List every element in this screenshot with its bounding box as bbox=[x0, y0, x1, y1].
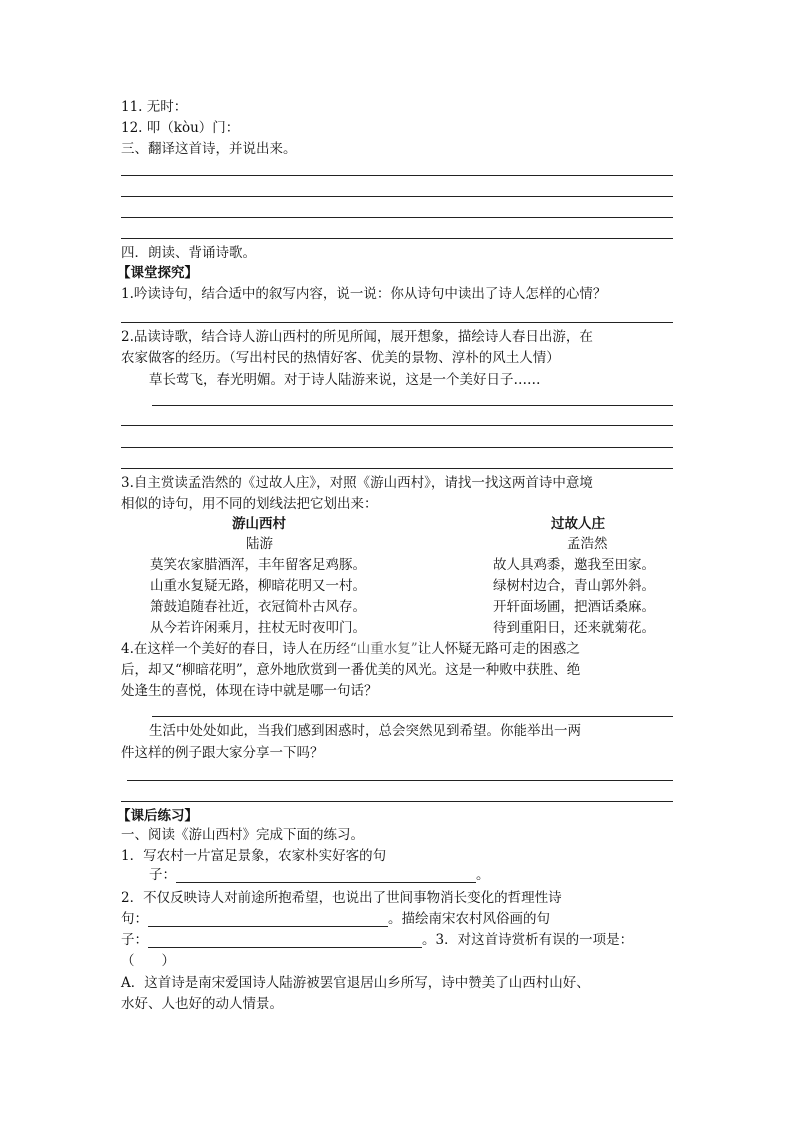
homework-text: 。3．对这首诗赏析有误的一项是： bbox=[422, 932, 634, 948]
answer-parentheses[interactable]: （ ） bbox=[121, 953, 175, 969]
poem-right-line: 绿树村边合，青山郭外斜。 bbox=[493, 578, 655, 594]
question-4-line-2: 后，却又“柳暗花明”，意外地欣赏到一番优美的风光。这是一种败中获胜、绝 bbox=[121, 662, 581, 678]
answer-line[interactable] bbox=[121, 238, 673, 239]
share-paragraph-line-1: 生活中处处如此，当我们感到困惑时，总会突然见到希望。你能举出一两 bbox=[149, 723, 581, 739]
question-4-text: 让人怀疑无路可走的困惑之 bbox=[417, 641, 580, 657]
poem-left-author: 陆游 bbox=[246, 536, 273, 552]
homework-heading: 【课后练习】 bbox=[117, 808, 198, 824]
homework-text: 子： bbox=[149, 867, 176, 883]
question-2-starter: 草长莺飞，春光明媚。对于诗人陆游来说，这是一个美好日子…… bbox=[149, 372, 541, 388]
poem-right-author: 孟浩然 bbox=[567, 536, 608, 552]
answer-line[interactable] bbox=[121, 217, 673, 218]
answer-line[interactable] bbox=[121, 425, 673, 426]
fill-blank[interactable] bbox=[176, 868, 476, 883]
poem-left-line: 莫笑农家腊酒浑，丰年留客足鸡豚。 bbox=[150, 557, 366, 573]
homework-text: 子： bbox=[121, 932, 148, 948]
homework-1-line-1: 1．写农村一片富足景象，农家朴实好客的句 bbox=[121, 848, 387, 864]
section-3-heading: 三、翻译这首诗，并说出来。 bbox=[121, 141, 297, 157]
poem-right-line: 故人具鸡黍，邀我至田家。 bbox=[493, 557, 655, 573]
answer-line[interactable] bbox=[127, 780, 673, 781]
poem-right-line: 开轩面场圃，把酒话桑麻。 bbox=[493, 599, 655, 615]
question-2-line-2: 农家做客的经历。（写出村民的热情好客、优美的景物、淳朴的风土人情） bbox=[121, 350, 560, 366]
homework-text: 。描绘南宋农村风俗画的句 bbox=[388, 911, 550, 927]
question-2-line-1: 2.品读诗歌，结合诗人游山西村的所见所闻，展开想象，描绘诗人春日出游，在 bbox=[121, 329, 593, 345]
classroom-heading: 【课堂探究】 bbox=[117, 265, 198, 281]
homework-2-line-3 bbox=[121, 932, 633, 948]
poem-left-line: 山重水复疑无路，柳暗花明又一村。 bbox=[150, 578, 366, 594]
question-1: 1.吟读诗句，结合适中的叙写内容，说一说：你从诗句中读出了诗人怎样的心情？ bbox=[121, 286, 607, 302]
question-4-line-1 bbox=[121, 641, 580, 657]
answer-line[interactable] bbox=[152, 405, 673, 406]
poem-right-title: 过故人庄 bbox=[551, 516, 605, 532]
answer-line[interactable] bbox=[121, 801, 673, 802]
homework-text: 句： bbox=[121, 911, 148, 927]
homework-text: 。 bbox=[476, 867, 490, 883]
answer-line[interactable] bbox=[121, 196, 673, 197]
homework-2-line-2 bbox=[121, 911, 550, 927]
answer-line[interactable] bbox=[121, 322, 673, 323]
fill-blank[interactable] bbox=[148, 912, 388, 927]
question-4-line-3: 处逢生的喜悦，体现在诗中就是哪一句话？ bbox=[121, 683, 378, 699]
answer-line[interactable] bbox=[152, 716, 673, 717]
homework-part-1: 一、阅读《游山西村》完成下面的练习。 bbox=[121, 827, 364, 843]
option-a-line-2: 水好、人也好的动人情景。 bbox=[121, 996, 283, 1012]
poem-right-line: 待到重阳日，还来就菊花。 bbox=[493, 620, 655, 636]
share-paragraph-line-2: 件这样的例子跟大家分享一下吗？ bbox=[121, 745, 324, 761]
answer-line[interactable] bbox=[121, 175, 673, 176]
fill-blank[interactable] bbox=[148, 933, 422, 948]
item-12: 12. 叩（kòu）门： bbox=[121, 120, 240, 136]
poem-left-line: 从今若许闲乘月，拄杖无时夜叩门。 bbox=[150, 620, 366, 636]
homework-1-line-2 bbox=[149, 867, 490, 883]
question-4-text: 4.在这样一个美好的春日，诗人在历经 bbox=[121, 641, 350, 657]
option-a-line-1: A．这首诗是南宋爱国诗人陆游被罢官退居山乡所写，诗中赞美了山西村山好、 bbox=[121, 975, 590, 991]
question-3-line-2: 相似的诗句，用不同的划线法把它划出来： bbox=[121, 496, 378, 512]
question-3-line-1: 3.自主赏读孟浩然的《过故人庄》，对照《游山西村》，请找一找这两首诗中意境 bbox=[121, 475, 593, 491]
section-4-heading: 四．朗读、背诵诗歌。 bbox=[121, 245, 256, 261]
answer-line[interactable] bbox=[121, 468, 673, 469]
homework-2-line-1: 2．不仅反映诗人对前途所抱希望，也说出了世间事物消长变化的哲理性诗 bbox=[121, 890, 562, 906]
quote-highlight: “山重水复” bbox=[349, 641, 418, 657]
answer-line[interactable] bbox=[121, 447, 673, 448]
poem-left-title: 游山西村 bbox=[232, 516, 286, 532]
poem-left-line: 箫鼓追随春社近，衣冠简朴古风存。 bbox=[150, 599, 366, 615]
item-11: 11. 无时： bbox=[121, 99, 188, 115]
